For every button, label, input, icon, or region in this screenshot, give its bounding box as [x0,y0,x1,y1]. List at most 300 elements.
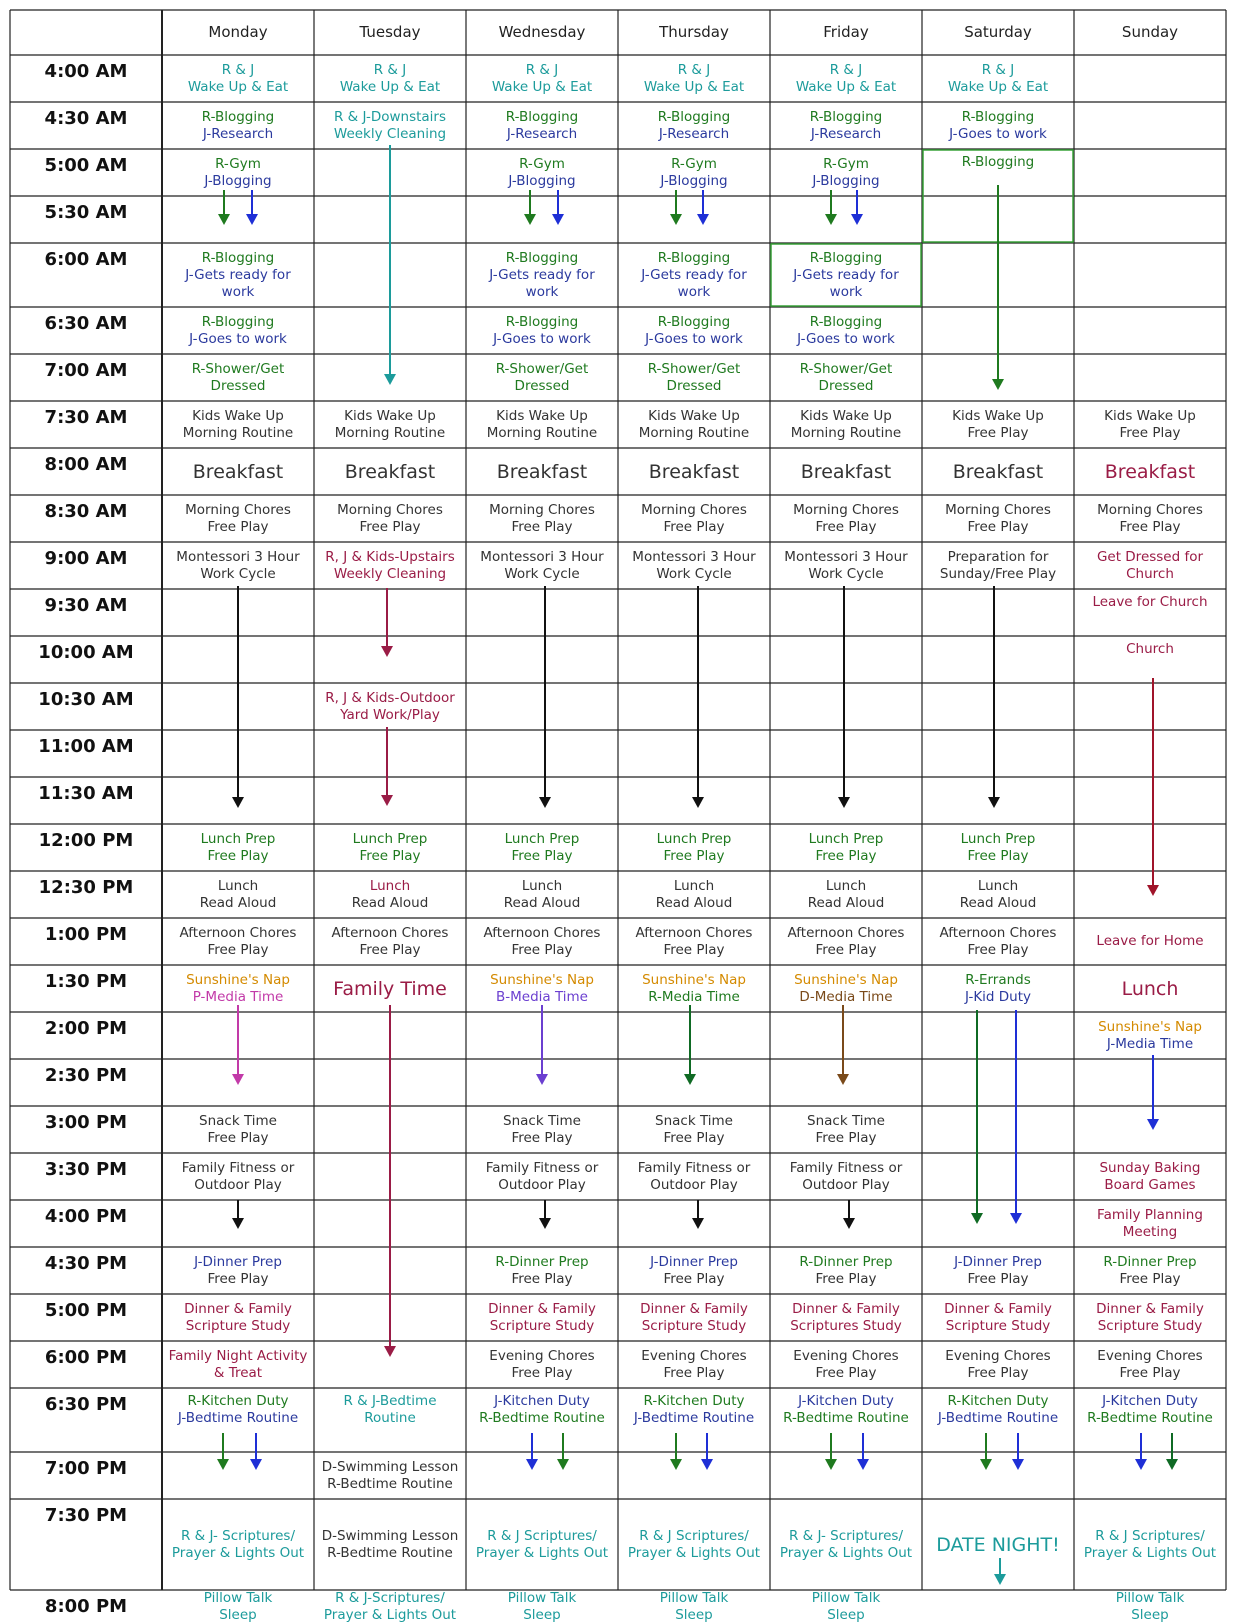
activity-text: R-Blogging [201,313,275,330]
activity-text: Free Play [359,941,421,958]
activity-text: J-Bedtime Routine [177,1410,299,1426]
activity-text: Kids Wake Up [800,407,892,424]
activity-cell [618,542,770,589]
time-slot-label [10,1153,162,1200]
activity-text: Family Fitness or [789,1159,903,1176]
activity-text: Kids Wake Up [648,407,740,424]
activity-cell [162,401,314,448]
activity-text: Pillow Talk [659,1590,729,1606]
time-label: 7:00 AM [44,360,128,381]
activity-text: J-Kitchen Duty [798,1393,894,1409]
time-slot-label [10,542,162,589]
activity-cell [1074,1200,1226,1247]
activity-cell [1074,401,1226,448]
activity-text: R & J- Scriptures/ [180,1527,295,1544]
activity-text: Lunch Prep [960,830,1036,847]
activity-cell [618,1153,770,1200]
activity-text: Breakfast [496,460,588,483]
activity-text: Scripture Study [945,1317,1051,1334]
activity-text: Dinner & Family [488,1300,596,1317]
activity-text: R-Gym [215,155,261,172]
activity-cell [618,1294,770,1341]
activity-cell [466,401,618,448]
activity-cell [466,354,618,401]
activity-cell [162,1247,314,1294]
activity-text: J-Blogging [812,172,880,189]
activity-text: Family Fitness or [485,1159,599,1176]
activity-cell [618,1106,770,1153]
activity-text: R-Gym [671,155,717,172]
activity-cell [770,55,922,102]
activity-cell [1074,1590,1226,1624]
activity-text: Lunch [1121,977,1179,1000]
activity-cell [1074,1388,1226,1452]
activity-cell [618,102,770,149]
activity-text: Church [1126,565,1174,582]
activity-text: Free Play [207,847,269,864]
activity-text: Yard Work/Play [340,706,440,723]
activity-text: Pillow Talk [1115,1590,1185,1606]
duration-arrow [381,588,393,657]
activity-cell [618,1247,770,1294]
activity-cell [770,401,922,448]
activity-text: Morning Routine [334,424,446,441]
time-slot-label [10,55,162,102]
duration-arrow [692,1200,704,1229]
activity-text: B-Media Time [495,988,588,1005]
activity-cell [466,542,618,589]
activity-cell [466,495,618,542]
time-label: 7:30 PM [44,1505,128,1526]
activity-text: Morning Routine [486,424,598,441]
time-label: 12:00 PM [38,830,134,851]
activity-cell [314,1499,466,1590]
activity-text: Lunch Prep [808,830,884,847]
activity-cell [466,871,618,918]
activity-text: R-Blogging [201,108,275,125]
day-header-label: Friday [823,23,869,41]
time-label: 5:30 AM [44,202,128,223]
activity-text: Prayer & Lights Out [475,1544,609,1561]
activity-text: Church [1126,641,1174,657]
day-header-wednesday [466,10,618,55]
activity-cell [466,1388,618,1452]
activity-text: R-Media Time [648,988,740,1005]
activity-text: Free Play [511,847,573,864]
duration-arrow [971,1010,983,1224]
activity-cell [314,871,466,918]
activity-text: Dinner & Family [640,1300,748,1317]
activity-text: Morning Chores [945,501,1051,518]
activity-text: J-Research [202,125,274,142]
activity-text: Prayer & Lights Out [627,1544,761,1561]
activity-text: Free Play [967,424,1029,441]
activity-text: Scripture Study [489,1317,595,1334]
activity-text: R-Kitchen Duty [947,1393,1049,1409]
activity-cell [618,495,770,542]
activity-cell [922,918,1074,965]
activity-text: R-Errands [965,971,1031,988]
activity-text: R-Shower/Get [191,360,285,377]
activity-cell [162,55,314,102]
activity-text: Outdoor Play [650,1176,738,1193]
activity-text: Scripture Study [641,1317,747,1334]
activity-cell [770,243,922,307]
activity-cell [162,354,314,401]
activity-text: work [221,283,255,300]
activity-text: Sunshine's Nap [1098,1018,1202,1035]
activity-text: Free Play [815,1270,877,1287]
time-slot-label [10,196,162,243]
activity-text: Free Play [815,518,877,535]
activity-text: Free Play [967,1270,1029,1287]
activity-text: Free Play [1119,1270,1181,1287]
activity-text: Breakfast [800,460,892,483]
activity-text: R-Blogging [809,249,883,266]
activity-text: Snack Time [655,1112,733,1129]
time-slot-label [10,1059,162,1106]
activity-text: R-Shower/Get [647,360,741,377]
time-label: 4:00 AM [44,61,128,82]
activity-cell [466,55,618,102]
activity-text: J-Dinner Prep [650,1253,738,1270]
activity-text: Prayer & Lights Out [1083,1544,1217,1561]
time-label: 4:30 AM [44,108,128,129]
activity-text: Evening Chores [945,1347,1051,1364]
activity-text: Free Play [815,1129,877,1146]
activity-text: Board Games [1104,1176,1196,1193]
day-header-tuesday [314,10,466,55]
activity-text: Kids Wake Up [344,407,436,424]
activity-cell [466,1499,618,1590]
activity-text: Meeting [1122,1223,1178,1240]
activity-text: Free Play [511,1364,573,1381]
activity-text: J-Goes to work [189,330,287,347]
activity-cell [922,1499,1074,1590]
activity-text: Breakfast [344,460,436,483]
activity-cell [162,149,314,196]
activity-text: R-Gym [823,155,869,172]
activity-cell [618,1341,770,1388]
activity-text: Family Night Activity [168,1347,308,1364]
time-label: 4:30 PM [44,1253,128,1274]
activity-text: Work Cycle [200,565,276,582]
activity-text: R-Blogging [809,313,883,330]
activity-text: Morning Routine [182,424,294,441]
activity-cell [922,149,1074,196]
activity-text: Sleep [219,1607,257,1623]
duration-arrow [539,1200,551,1229]
time-label: 8:00 AM [44,454,128,475]
activity-text: Sunshine's Nap [186,971,290,988]
activity-cell [162,542,314,589]
activity-text: R-Blogging [657,108,731,125]
activity-text: Lunch Prep [200,830,276,847]
activity-text: Lunch Prep [352,830,428,847]
activity-text: J-Kitchen Duty [1102,1393,1198,1409]
activity-cell [618,1388,770,1452]
time-slot-label [10,1341,162,1388]
time-label: 6:30 AM [44,313,128,334]
activity-cell [922,965,1074,1012]
activity-text: R-Kitchen Duty [643,1393,745,1409]
activity-text: Free Play [1119,1364,1181,1381]
activity-text: Afternoon Chores [483,924,601,941]
activity-cell [314,1590,466,1624]
duration-arrow [232,1005,244,1085]
activity-cell [1074,1012,1226,1059]
activity-text: Evening Chores [793,1347,899,1364]
activity-text: Lunch [673,877,715,894]
activity-text: J-Goes to work [493,330,591,347]
activity-text: Free Play [663,847,725,864]
activity-cell [162,1153,314,1200]
activity-text: Free Play [511,941,573,958]
duration-arrow [1147,678,1159,896]
activity-cell [314,448,466,495]
activity-text: Free Play [511,1129,573,1146]
activity-cell [466,1341,618,1388]
activity-text: Morning Chores [793,501,899,518]
activity-text: Afternoon Chores [787,924,905,941]
time-label: 7:30 AM [44,407,128,428]
activity-text: Morning Routine [638,424,750,441]
time-slot-label [10,149,162,196]
activity-text: Montessori 3 Hour [632,548,756,565]
activity-cell [314,55,466,102]
activity-text: Lunch [217,877,259,894]
activity-text: Kids Wake Up [952,407,1044,424]
time-slot-label [10,1388,162,1452]
activity-text: R-Blogging [505,108,579,125]
activity-text: Breakfast [648,460,740,483]
activity-text: R-Dinner Prep [495,1253,589,1270]
activity-text: Pillow Talk [811,1590,881,1606]
day-header-thursday [618,10,770,55]
activity-cell [466,1590,618,1624]
day-header-friday [770,10,922,55]
activity-text: J-Gets ready for [641,266,747,283]
activity-cell [618,307,770,354]
activity-cell [1074,542,1226,589]
activity-cell [162,871,314,918]
activity-cell [162,307,314,354]
activity-text: Free Play [1119,424,1181,441]
time-slot-label [10,495,162,542]
time-slot-label [10,777,162,824]
activity-text: Free Play [511,518,573,535]
activity-text: Kids Wake Up [1104,407,1196,424]
activity-text: J-Goes to work [645,330,743,347]
duration-arrow [988,586,1000,808]
day-header-label: Monday [208,23,268,41]
activity-cell [466,102,618,149]
activity-text: Dinner & Family [792,1300,900,1317]
activity-cell [770,354,922,401]
time-slot-label [10,448,162,495]
time-label: 1:00 PM [44,924,128,945]
day-header-label: Tuesday [359,23,421,41]
activity-cell [314,401,466,448]
activity-text: Free Play [815,847,877,864]
activity-cell [770,149,922,196]
duration-arrow [1147,1055,1159,1130]
day-header-label: Thursday [659,23,729,41]
activity-text: J-Goes to work [797,330,895,347]
activity-text: Get Dressed for [1096,548,1204,565]
activity-text: Dressed [818,377,874,394]
activity-cell [922,55,1074,102]
activity-text: Kids Wake Up [496,407,588,424]
time-slot-label [10,1012,162,1059]
activity-text: J-Dinner Prep [194,1253,282,1270]
activity-text: Outdoor Play [802,1176,890,1193]
activity-text: Afternoon Chores [939,924,1057,941]
activity-cell [466,149,618,196]
activity-cell [770,1499,922,1590]
activity-cell [770,1106,922,1153]
activity-text: Evening Chores [1097,1347,1203,1364]
activity-text: R-Bedtime Routine [783,1410,909,1426]
activity-cell [770,1388,922,1452]
activity-text: Read Aloud [351,894,429,911]
time-label: 12:30 PM [38,877,134,898]
day-header-sunday [1074,10,1226,55]
activity-cell [466,448,618,495]
activity-text: Free Play [359,518,421,535]
activity-text: Read Aloud [807,894,885,911]
activity-cell [1074,1294,1226,1341]
activity-cell [922,1247,1074,1294]
activity-text: R-Dinner Prep [799,1253,893,1270]
activity-cell [770,1590,922,1624]
time-label: 2:30 PM [44,1065,128,1086]
activity-text: Free Play [359,847,421,864]
day-header-label: Sunday [1121,23,1179,41]
activity-text: Lunch Prep [656,830,732,847]
activity-cell [162,1341,314,1388]
activity-cell [618,55,770,102]
activity-cell [314,542,466,589]
activity-text: Sunday/Free Play [939,565,1057,582]
activity-text: Free Play [511,1270,573,1287]
activity-text: Evening Chores [641,1347,747,1364]
activity-cell [314,824,466,871]
duration-arrow [232,1200,244,1229]
time-slot-label [10,589,162,636]
activity-text: Family Time [333,977,447,1000]
duration-arrow [381,727,393,806]
activity-text: Sunday Baking [1099,1159,1201,1176]
time-slot-label [10,918,162,965]
activity-cell [618,243,770,307]
activity-cell [770,1247,922,1294]
activity-text: R, J & Kids-Upstairs [325,548,455,565]
day-header-label: Wednesday [498,23,586,41]
activity-text: Family Planning [1097,1206,1203,1223]
activity-text: R-Blogging [657,249,731,266]
time-label: 4:00 PM [44,1206,128,1227]
activity-text: J-Gets ready for [489,266,595,283]
activity-cell [922,401,1074,448]
activity-cell [770,448,922,495]
activity-text: D-Swimming Lesson [321,1458,459,1475]
activity-cell [922,542,1074,589]
activity-text: J-Research [810,125,882,142]
activity-text: Free Play [815,1364,877,1381]
activity-cell [162,243,314,307]
duration-arrow [692,586,704,808]
time-slot-label [10,965,162,1012]
activity-text: Free Play [207,1129,269,1146]
activity-text: P-Media Time [192,988,284,1005]
activity-text: J-Kitchen Duty [494,1393,590,1409]
activity-cell [314,1388,466,1452]
time-slot-label [10,730,162,777]
activity-text: J-Dinner Prep [954,1253,1042,1270]
activity-cell [770,965,922,1012]
activity-cell [466,918,618,965]
activity-text: Read Aloud [199,894,277,911]
activity-text: Sleep [675,1607,713,1623]
duration-arrow [536,1005,548,1085]
activity-cell [922,871,1074,918]
duration-arrow [539,586,551,808]
activity-text: Work Cycle [656,565,732,582]
activity-text: R-Blogging [505,313,579,330]
activity-text: J-Blogging [204,172,272,189]
activity-cell [618,401,770,448]
activity-cell [770,495,922,542]
activity-text: Read Aloud [503,894,581,911]
activity-text: Breakfast [1104,460,1196,483]
activity-text: Free Play [967,518,1029,535]
time-slot-label [10,307,162,354]
activity-cell [922,102,1074,149]
activity-text: Scripture Study [185,1317,291,1334]
activity-text: Free Play [207,1270,269,1287]
activity-text: R-Dinner Prep [1103,1253,1197,1270]
duration-arrow [384,145,396,385]
activity-text: J-Research [506,125,578,142]
activity-text: J-Gets ready for [185,266,291,283]
duration-arrow [1010,1010,1022,1224]
time-label: 11:00 AM [38,736,134,757]
activity-text: J-Kid Duty [964,988,1032,1005]
time-slot-label [10,1499,162,1590]
activity-text: R-Gym [519,155,565,172]
activity-cell [1074,918,1226,965]
activity-text: Outdoor Play [194,1176,282,1193]
duration-arrow [992,185,1004,390]
time-label: 3:30 PM [44,1159,128,1180]
activity-text: Free Play [815,941,877,958]
activity-text: R-Bedtime Routine [479,1410,605,1426]
time-label: 5:00 AM [44,155,128,176]
activity-text: Free Play [663,1129,725,1146]
activity-cell [162,1388,314,1452]
activity-text: Dressed [210,377,266,394]
activity-text: Dressed [666,377,722,394]
activity-cell [162,1106,314,1153]
activity-text: Afternoon Chores [331,924,449,941]
activity-text: Wake Up & Eat [491,78,593,95]
activity-text: Prayer & Lights Out [171,1544,305,1561]
activity-cell [618,918,770,965]
activity-text: R-Blogging [961,108,1035,125]
time-slot-label [10,1452,162,1499]
activity-cell [770,307,922,354]
